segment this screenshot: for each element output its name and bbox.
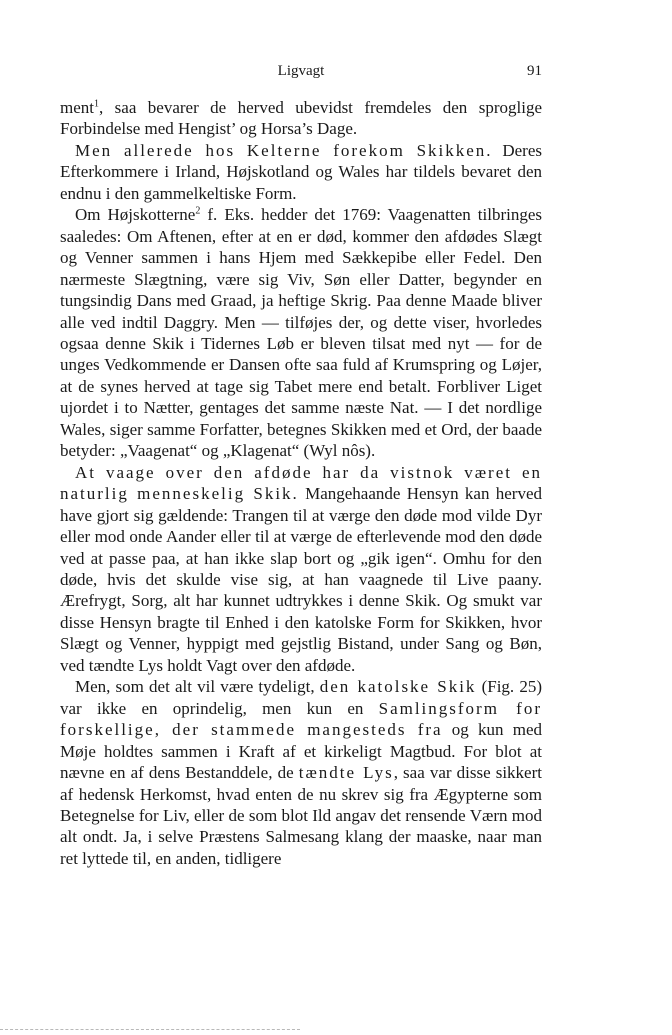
- text-segment: f. Eks. hedder det 1769: Vaagenatten tilbringes saaledes: Om Aftenen, efter at en er død, kommer den afdødes Slægt og Venner sammen i hans Hjem med Sækkepibe eller Fedel. Den nærmeste Slægtning, være sig Viv, Søn eller Datter, begynder en tungsindig Dans med Graad, ja heftige Skrig. Paa denne Maade bliver alle ved indtil Daggry. Men — tilføjes der, og dette viser, hvorledes ogsaa denne Skik i Tidernes Løb er bleven tilsat med nyt — for de unges Vedkommende er Dansen ofte saa fuld af Krumspring og Løjer, at de synes herved at tage sig Tabet mere end betalt. Forbliver Liget ujordet i to Nætter, gentages det samme næste Nat. — I det nordlige Wales, siger samme Forfatter, betegnes Skikken med et Ord, der baade betyder: „Vaagenat“ og „Klagenat“ (Wyl nôs).: [60, 205, 542, 461]
- text-segment: (Fig. 25) var ikke en oprindelig, men kun en: [60, 677, 542, 718]
- footnote-marker: 2: [195, 205, 201, 217]
- text-segment: Om Højskotterne: [75, 205, 196, 225]
- running-title: Ligvagt: [277, 63, 325, 79]
- paragraph: [60, 204, 542, 461]
- page-number: 91: [527, 63, 542, 79]
- text-segment: Deres Efterkommere i Irland, Højskotland og Wales har tildels bevaret den endnu i den gammelkeltiske Form.: [60, 140, 542, 203]
- text-segment: Mangehaande Hensyn kan herved have gjort sig gældende: Trangen til at værge den døde mod vilde Dyr eller mod onde Aander eller til at værge de efterlevende mod den døde ved at passe paa, at han ikke slap bort og „gik igen“. Omhu for den døde, hvis det skulde vise sig, at han vaagnede til Live paany. Ærefrygt, Sorg, alt har kunnet udtrykkes i denne Skik. Og smukt var disse Hensyn bragte til Enhed i den katolske Form for Skikken, hvor Slægt og Venner, hyppigt med gejstlig Bistand, under Sang og Bøn, ved tændte Lys holdt Vagt over den afdøde.: [60, 484, 542, 675]
- running-head: [60, 63, 542, 83]
- text-segment: Men, som det alt vil være tydeligt,: [75, 677, 320, 697]
- emphasized-text: Samlingsform for forskellige, der stammede mangesteds fra: [60, 698, 542, 740]
- paragraph: [60, 462, 542, 677]
- body-text: [60, 97, 542, 869]
- scan-edge-line: [0, 1029, 300, 1031]
- text-segment: ment: [60, 98, 94, 117]
- emphasized-text: Men allerede hos Kelterne forekom Skikken.: [75, 140, 493, 160]
- emphasized-text: tændte Lys: [298, 763, 394, 783]
- paragraph: [60, 140, 542, 204]
- text-segment: , saa var disse sikkert af hedensk Herkomst, hvad enten de nu skrev sig fra Ægypterne som Betegnelse for Liv, eller de som blot Ild angav det rensende Værn mod alt ondt. Ja, i selve Præstens Salmesang klang der maaske, naar man ret lyttede til, en anden, tidligere: [60, 763, 542, 868]
- text-segment: og kun med Møje holdtes sammen i Kraft af et kirkeligt Magtbud. For blot at nævne en af dens Bestanddele, de: [60, 720, 542, 783]
- paragraph: [60, 676, 542, 869]
- footnote-marker: 1: [94, 98, 99, 110]
- paragraph: [60, 97, 542, 140]
- emphasized-text: At vaage over den afdøde har da vistnok været en naturlig menneskelig Skik.: [60, 462, 542, 504]
- emphasized-text: den katolske Skik: [319, 677, 477, 697]
- text-segment: , saa bevarer de herved ubevidst fremdeles den sproglige Forbindelse med Hengist’ og Horsa’s Dage.: [60, 98, 542, 139]
